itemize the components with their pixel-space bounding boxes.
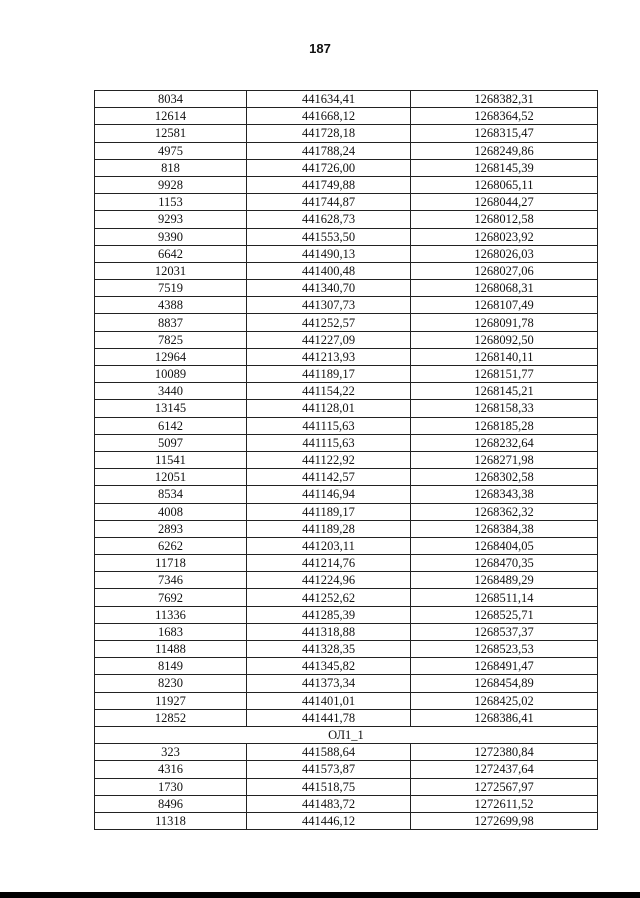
table-row [95,245,598,262]
point-number-cell: 1153 [95,194,247,211]
point-number-cell: 11927 [95,692,247,709]
x-coordinate-cell: 441307,73 [247,297,411,314]
point-number-cell: 5097 [95,434,247,451]
table-row [95,520,598,537]
x-coordinate-cell: 441728,18 [247,125,411,142]
coordinates-table-body [95,91,598,830]
point-number-cell: 4388 [95,297,247,314]
table-row [95,486,598,503]
point-number-cell: 8230 [95,675,247,692]
table-row [95,641,598,658]
x-coordinate-cell: 441214,76 [247,555,411,572]
y-coordinate-cell: 1268454,89 [411,675,598,692]
table-row [95,383,598,400]
point-number-cell: 13145 [95,400,247,417]
point-number-cell: 6642 [95,245,247,262]
table-row [95,297,598,314]
y-coordinate-cell: 1268140,11 [411,348,598,365]
x-coordinate-cell: 441252,57 [247,314,411,331]
point-number-cell: 12031 [95,262,247,279]
y-coordinate-cell: 1268525,71 [411,606,598,623]
y-coordinate-cell: 1268489,29 [411,572,598,589]
point-number-cell: 12051 [95,469,247,486]
point-number-cell: 2893 [95,520,247,537]
table-row [95,692,598,709]
x-coordinate-cell: 441518,75 [247,778,411,795]
table-row [95,125,598,142]
y-coordinate-cell: 1268249,86 [411,142,598,159]
table-row [95,228,598,245]
table-row [95,795,598,812]
point-number-cell: 6262 [95,537,247,554]
table-row [95,606,598,623]
x-coordinate-cell: 441142,57 [247,469,411,486]
y-coordinate-cell: 1272699,98 [411,812,598,829]
x-coordinate-cell: 441213,93 [247,348,411,365]
y-coordinate-cell: 1272611,52 [411,795,598,812]
table-row [95,537,598,554]
y-coordinate-cell: 1272567,97 [411,778,598,795]
x-coordinate-cell: 441373,34 [247,675,411,692]
y-coordinate-cell: 1268364,52 [411,108,598,125]
point-number-cell: 11488 [95,641,247,658]
scan-edge-shadow [0,892,640,898]
y-coordinate-cell: 1268026,03 [411,245,598,262]
x-coordinate-cell: 441744,87 [247,194,411,211]
y-coordinate-cell: 1268386,41 [411,709,598,726]
y-coordinate-cell: 1268511,14 [411,589,598,606]
x-coordinate-cell: 441189,28 [247,520,411,537]
point-number-cell: 11541 [95,451,247,468]
point-number-cell: 12614 [95,108,247,125]
point-number-cell: 9390 [95,228,247,245]
x-coordinate-cell: 441400,48 [247,262,411,279]
point-number-cell: 1730 [95,778,247,795]
x-coordinate-cell: 441446,12 [247,812,411,829]
x-coordinate-cell: 441189,17 [247,503,411,520]
x-coordinate-cell: 441318,88 [247,623,411,640]
point-number-cell: 7519 [95,280,247,297]
x-coordinate-cell: 441553,50 [247,228,411,245]
point-number-cell: 12852 [95,709,247,726]
point-number-cell: 1683 [95,623,247,640]
table-row [95,211,598,228]
y-coordinate-cell: 1268425,02 [411,692,598,709]
point-number-cell: 7692 [95,589,247,606]
y-coordinate-cell: 1268145,39 [411,159,598,176]
point-number-cell: 12581 [95,125,247,142]
point-number-cell: 9293 [95,211,247,228]
table-row [95,623,598,640]
point-number-cell: 8034 [95,91,247,108]
point-number-cell: 8149 [95,658,247,675]
x-coordinate-cell: 441146,94 [247,486,411,503]
table-row [95,366,598,383]
y-coordinate-cell: 1268537,37 [411,623,598,640]
y-coordinate-cell: 1272380,84 [411,744,598,761]
x-coordinate-cell: 441788,24 [247,142,411,159]
table-row [95,709,598,726]
y-coordinate-cell: 1268023,92 [411,228,598,245]
point-number-cell: 3440 [95,383,247,400]
x-coordinate-cell: 441115,63 [247,434,411,451]
table-row [95,91,598,108]
table-row [95,108,598,125]
y-coordinate-cell: 1268315,47 [411,125,598,142]
point-number-cell: 4975 [95,142,247,159]
y-coordinate-cell: 1268382,31 [411,91,598,108]
table-row [95,314,598,331]
x-coordinate-cell: 441189,17 [247,366,411,383]
y-coordinate-cell: 1268145,21 [411,383,598,400]
section-header-row [95,726,598,743]
point-number-cell: 6142 [95,417,247,434]
table-row [95,176,598,193]
table-row [95,761,598,778]
y-coordinate-cell: 1268012,58 [411,211,598,228]
x-coordinate-cell: 441588,64 [247,744,411,761]
y-coordinate-cell: 1268271,98 [411,451,598,468]
y-coordinate-cell: 1268107,49 [411,297,598,314]
table-row [95,280,598,297]
y-coordinate-cell: 1268027,06 [411,262,598,279]
x-coordinate-cell: 441345,82 [247,658,411,675]
table-row [95,262,598,279]
table-row [95,658,598,675]
x-coordinate-cell: 441252,62 [247,589,411,606]
y-coordinate-cell: 1268044,27 [411,194,598,211]
x-coordinate-cell: 441401,01 [247,692,411,709]
table-row [95,417,598,434]
table-row [95,503,598,520]
point-number-cell: 8496 [95,795,247,812]
x-coordinate-cell: 441328,35 [247,641,411,658]
y-coordinate-cell: 1268404,05 [411,537,598,554]
section-label: ОЛ1_1 [95,726,598,743]
point-number-cell: 10089 [95,366,247,383]
table-row [95,451,598,468]
x-coordinate-cell: 441726,00 [247,159,411,176]
point-number-cell: 7346 [95,572,247,589]
point-number-cell: 8534 [95,486,247,503]
x-coordinate-cell: 441749,88 [247,176,411,193]
y-coordinate-cell: 1268343,38 [411,486,598,503]
table-row [95,572,598,589]
point-number-cell: 9928 [95,176,247,193]
y-coordinate-cell: 1268151,77 [411,366,598,383]
table-row [95,469,598,486]
table-row [95,555,598,572]
x-coordinate-cell: 441573,87 [247,761,411,778]
point-number-cell: 323 [95,744,247,761]
point-number-cell: 11336 [95,606,247,623]
x-coordinate-cell: 441628,73 [247,211,411,228]
point-number-cell: 4008 [95,503,247,520]
table-row [95,331,598,348]
point-number-cell: 12964 [95,348,247,365]
x-coordinate-cell: 441668,12 [247,108,411,125]
x-coordinate-cell: 441340,70 [247,280,411,297]
y-coordinate-cell: 1268470,35 [411,555,598,572]
coordinates-table [94,90,598,830]
y-coordinate-cell: 1268068,31 [411,280,598,297]
y-coordinate-cell: 1268384,38 [411,520,598,537]
table-row [95,194,598,211]
point-number-cell: 7825 [95,331,247,348]
x-coordinate-cell: 441128,01 [247,400,411,417]
x-coordinate-cell: 441285,39 [247,606,411,623]
table-row [95,400,598,417]
table-row [95,159,598,176]
table-row [95,744,598,761]
y-coordinate-cell: 1268185,28 [411,417,598,434]
y-coordinate-cell: 1268091,78 [411,314,598,331]
point-number-cell: 4316 [95,761,247,778]
x-coordinate-cell: 441227,09 [247,331,411,348]
table-row [95,142,598,159]
y-coordinate-cell: 1268362,32 [411,503,598,520]
point-number-cell: 11318 [95,812,247,829]
x-coordinate-cell: 441441,78 [247,709,411,726]
x-coordinate-cell: 441115,63 [247,417,411,434]
y-coordinate-cell: 1268065,11 [411,176,598,193]
table-row [95,589,598,606]
x-coordinate-cell: 441122,92 [247,451,411,468]
y-coordinate-cell: 1268158,33 [411,400,598,417]
point-number-cell: 8837 [95,314,247,331]
x-coordinate-cell: 441490,13 [247,245,411,262]
x-coordinate-cell: 441203,11 [247,537,411,554]
y-coordinate-cell: 1268092,50 [411,331,598,348]
table-row [95,675,598,692]
x-coordinate-cell: 441634,41 [247,91,411,108]
table-row [95,434,598,451]
table-row [95,812,598,829]
point-number-cell: 11718 [95,555,247,572]
y-coordinate-cell: 1268491,47 [411,658,598,675]
y-coordinate-cell: 1272437,64 [411,761,598,778]
y-coordinate-cell: 1268302,58 [411,469,598,486]
page-number: 187 [309,41,331,56]
point-number-cell: 818 [95,159,247,176]
x-coordinate-cell: 441154,22 [247,383,411,400]
x-coordinate-cell: 441224,96 [247,572,411,589]
table-row [95,778,598,795]
table-row [95,348,598,365]
x-coordinate-cell: 441483,72 [247,795,411,812]
y-coordinate-cell: 1268523,53 [411,641,598,658]
y-coordinate-cell: 1268232,64 [411,434,598,451]
